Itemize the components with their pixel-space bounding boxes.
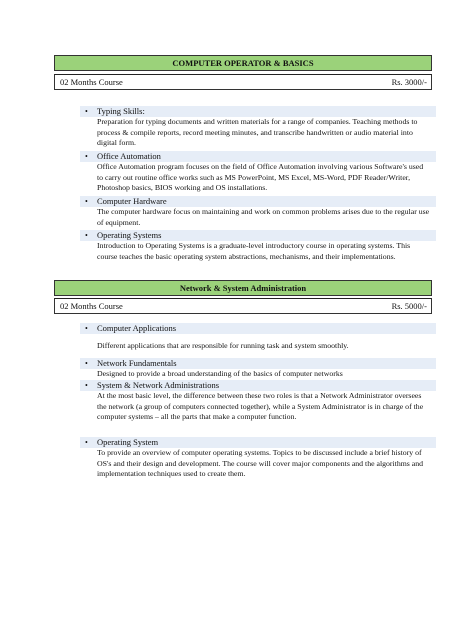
item-description: Office Automation program focuses on the field of Office Automation involving various Software's used to carry out routine office works such as MS PowerPoint, MS Excel, MS-Word, PDF Reader/Writer, Photoshop basics, BIOS working and OS installations. — [97, 162, 424, 192]
item-description: The computer hardware focus on maintaining and work on common problems arises due to the regular use of equipment. — [97, 207, 430, 227]
bullet-icon: • — [85, 231, 88, 240]
item-title: Office Automation — [97, 151, 161, 161]
bullet-icon: • — [85, 107, 88, 116]
list-item-system-network-admin — [80, 380, 436, 423]
item-title: System & Network Administrations — [97, 380, 220, 390]
item-title: Computer Applications — [97, 323, 177, 333]
bullet-icon: • — [85, 359, 88, 368]
bullet-icon: • — [85, 197, 88, 206]
item-title: Operating System — [97, 437, 159, 447]
course-duration: 02 Months Course — [60, 77, 123, 87]
bullet-icon: • — [85, 324, 88, 333]
list-item-office-automation — [80, 151, 436, 194]
course-price: Rs. 3000/- — [391, 77, 427, 87]
item-title: Network Fundamentals — [97, 358, 177, 368]
item-description: At the most basic level, the difference between these two roles is that a Network Administrator oversees the network (a group of computers connected together), while a System Administrator is in charge of the computer systems – all the parts that make a computer function. — [97, 391, 424, 421]
item-title: Typing Skills: — [97, 106, 145, 116]
course-duration: 02 Months Course — [60, 301, 123, 311]
section-header-computer-operator: COMPUTER OPERATOR & BASICS — [54, 55, 432, 71]
bullet-icon: • — [85, 438, 88, 447]
item-description: Preparation for typing documents and written materials for a range of companies. Teaching methods to process & compile reports, record meeting minutes, and transcribe handwritten or audio material into digital form. — [97, 117, 418, 147]
course-row-2 — [54, 298, 432, 314]
list-item-network-fundamentals — [80, 358, 436, 380]
list-item-computer-applications — [80, 323, 436, 352]
list-item-typing-skills — [80, 106, 436, 149]
item-description: To provide an overview of computer operating systems. Topics to be discussed include a brief history of OS's and their design and development. The course will cover major components and the algorithms and implementation techniques used to create them. — [97, 448, 424, 478]
item-description: Introduction to Operating Systems is a graduate-level introductory course in operating systems. This course teaches the basic operating system abstractions, mechanisms, and their implementations. — [97, 241, 411, 261]
item-title: Operating Systems — [97, 230, 162, 240]
course-row-1 — [54, 74, 432, 90]
item-title: Computer Hardware — [97, 196, 167, 206]
section-header-network-admin: Network & System Administration — [54, 280, 432, 296]
list-item-operating-system — [80, 437, 436, 480]
course-price: Rs. 5000/- — [391, 301, 427, 311]
item-description: Different applications that are responsible for running task and system smoothly. — [97, 341, 349, 350]
list-item-operating-systems — [80, 230, 436, 262]
item-description: Designed to provide a broad understanding of the basics of computer networks — [97, 369, 343, 378]
bullet-icon: • — [85, 381, 88, 390]
bullet-icon: • — [85, 152, 88, 161]
list-item-computer-hardware — [80, 196, 436, 228]
